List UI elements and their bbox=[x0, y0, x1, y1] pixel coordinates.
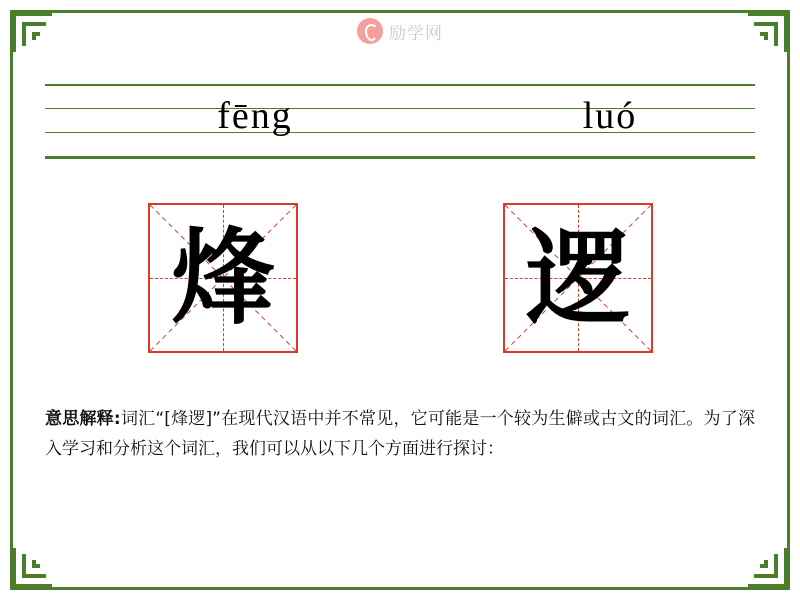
pinyin-text-second: luó bbox=[582, 95, 638, 137]
site-watermark bbox=[357, 18, 443, 44]
character-glyph: 烽 bbox=[170, 217, 275, 339]
explanation-label: 意思解释: bbox=[45, 409, 121, 429]
frame-top-border bbox=[10, 10, 790, 13]
explanation-body: 词汇“[烽逻]”在现代汉语中并不常见，它可能是一个较为生僻或古文的词汇。为了深入学习和分析这个词汇，我们可以从以下几个方面进行探讨： bbox=[45, 409, 755, 459]
corner-ornament-icon bbox=[8, 8, 54, 54]
explanation-block bbox=[45, 404, 755, 464]
character-glyph: 逻 bbox=[525, 217, 630, 339]
pinyin-text-first: fēng bbox=[217, 95, 293, 137]
corner-ornament-icon bbox=[8, 546, 54, 592]
character-grid-box bbox=[503, 203, 653, 353]
frame-right-border bbox=[787, 10, 790, 590]
staff-line-4 bbox=[45, 156, 755, 159]
watermark-label: 励学网 bbox=[389, 23, 443, 44]
flame-badge-icon bbox=[357, 18, 383, 44]
pinyin-staff bbox=[45, 84, 755, 159]
frame-bottom-border bbox=[10, 587, 790, 590]
frame-left-border bbox=[10, 10, 13, 590]
character-grid-box bbox=[148, 203, 298, 353]
corner-ornament-icon bbox=[746, 8, 792, 54]
corner-ornament-icon bbox=[746, 546, 792, 592]
